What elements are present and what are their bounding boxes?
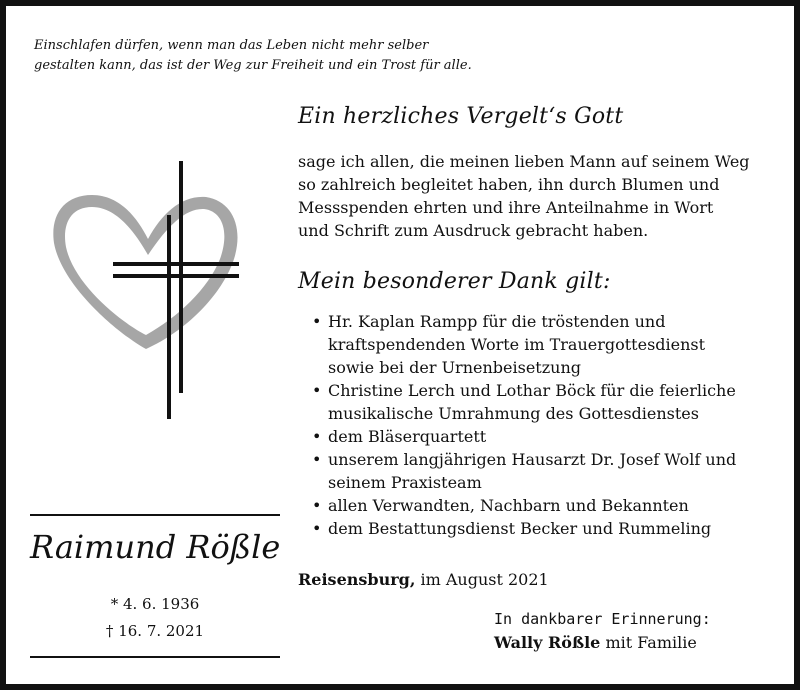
- signer: [494, 633, 697, 652]
- birth-date: * 4. 6. 1936: [110, 595, 200, 613]
- list-item: [298, 379, 778, 425]
- list-item-line: sowie bei der Urnenbeisetzung: [328, 358, 581, 377]
- list-item-line: Christine Lerch und Lothar Böck für die feierliche: [328, 381, 736, 400]
- motto-quote: [34, 36, 594, 76]
- list-item-line: kraftspendenden Worte im Trauergottesdienst: [328, 335, 706, 354]
- gratitude-line: und Schrift zum Ausdruck gebracht haben.: [298, 221, 649, 240]
- list-item-line: unserem langjährigen Hausarzt Dr. Josef Wolf und: [328, 450, 737, 469]
- special-thanks-list: [298, 310, 778, 540]
- name-divider-bottom: [30, 656, 280, 658]
- heart-cross-icon: [40, 155, 250, 425]
- bullet-icon: •: [312, 381, 322, 400]
- list-item: [298, 494, 778, 517]
- bullet-icon: •: [312, 496, 322, 515]
- name-divider-top: [30, 514, 280, 516]
- signer-suffix: mit Familie: [605, 633, 697, 652]
- bullet-icon: •: [312, 519, 322, 538]
- date-text: im August 2021: [420, 570, 549, 589]
- memory-line: In dankbarer Erinnerung:: [494, 610, 711, 628]
- deceased-name: Raimund Rößle: [30, 528, 281, 566]
- list-item-line: Hr. Kaplan Rampp für die tröstenden und: [328, 312, 666, 331]
- special-thanks-heading: Mein besonderer Dank gilt:: [298, 269, 611, 294]
- list-item-line: musikalische Umrahmung des Gottesdienstes: [328, 404, 699, 423]
- bullet-icon: •: [312, 312, 322, 331]
- list-item-line: dem Bläserquartett: [328, 427, 487, 446]
- list-item: [298, 425, 778, 448]
- gratitude-line: sage ich allen, die meinen lieben Mann auf seinem Weg: [298, 152, 750, 171]
- gratitude-heading: Ein herzliches Vergelt‘s Gott: [298, 104, 624, 129]
- gratitude-text: [298, 150, 768, 242]
- cross-horizontal-bottom: [113, 274, 239, 278]
- list-item-line: seinem Praxisteam: [328, 473, 482, 492]
- motto-line: gestalten kann, das ist der Weg zur Freiheit und ein Trost für alle.: [34, 58, 472, 73]
- list-item-line: dem Bestattungsdienst Becker und Rummeling: [328, 519, 712, 538]
- gratitude-line: so zahlreich begleitet haben, ihn durch Blumen und: [298, 175, 720, 194]
- place-name: Reisensburg,: [298, 570, 416, 589]
- death-date: † 16. 7. 2021: [105, 622, 205, 640]
- gratitude-line: Messspenden ehrten und ihre Anteilnahme in Wort: [298, 198, 714, 217]
- signer-name: Wally Rößle: [494, 633, 601, 652]
- list-item-line: allen Verwandten, Nachbarn und Bekannten: [328, 496, 689, 515]
- cross-horizontal-top: [113, 262, 239, 266]
- motto-line: Einschlafen dürfen, wenn man das Leben nicht mehr selber: [34, 38, 429, 53]
- bullet-icon: •: [312, 450, 322, 469]
- list-item: [298, 448, 778, 494]
- cross-vertical-left: [167, 215, 171, 419]
- list-item: [298, 517, 778, 540]
- place-date: [298, 570, 549, 589]
- bullet-icon: •: [312, 427, 322, 446]
- list-item: [298, 310, 778, 379]
- heart-shape: [53, 195, 237, 349]
